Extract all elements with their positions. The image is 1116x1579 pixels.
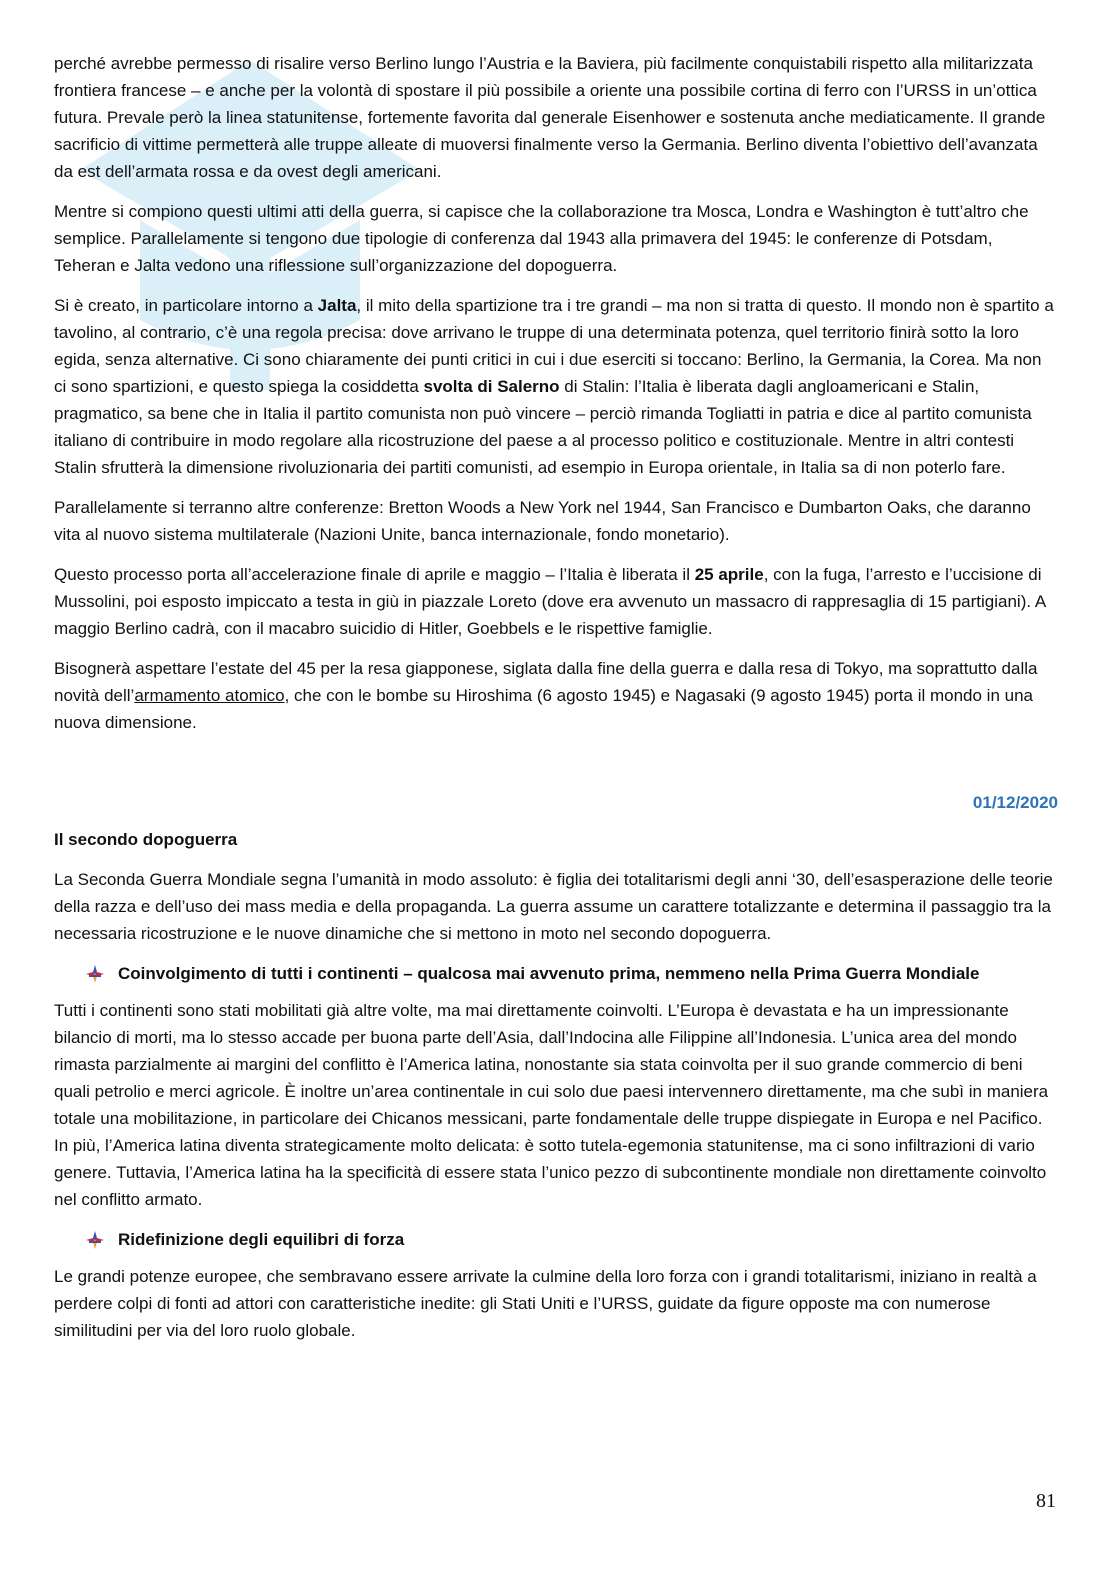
- bold-jalta: Jalta: [317, 296, 357, 315]
- bold-svolta-di-salerno: svolta di Salerno: [423, 377, 560, 396]
- lesson-date: 01/12/2020: [972, 793, 1058, 812]
- paragraph-liberation: Questo processo porta all’accelerazione finale di aprile e maggio – l’Italia è liberata il 25 aprile, con la fuga, l’arresto e l’uccisione di Mussolini, poi esposto impiccato a testa in giù in piazzale Loreto (dove era avvenuto un massacro di rappresaglia di 15 partigiani). A maggio Berlino cadrà, con il macabro suicidio di Hitler, Goebbels e le rispettive famiglie.: [54, 565, 1046, 638]
- underlined-armamento-atomico: armamento atomico: [134, 686, 285, 705]
- page-number: 81: [1036, 1490, 1056, 1512]
- section-title: Il secondo dopoguerra: [54, 830, 238, 849]
- paragraph-bretton-woods: Parallelamente si terranno altre conferenze: Bretton Woods a New York nel 1944, San Francisco e Dumbarton Oaks, che daranno vita al nuovo sistema multilaterale (Nazioni Unite, banca internazionale, fondo monetario).: [54, 498, 1031, 544]
- section-intro: La Seconda Guerra Mondiale segna l’umanità in modo assoluto: è figlia dei totalitarismi degli anni ‘30, dell’esasperazione delle teorie della razza e dell’uso dei mass media e della propaganda. La guerra assume un carattere totalizzante e determina il passaggio tra la necessaria ricostruzione e le nuove dinamiche che si mettono in moto nel secondo dopoguerra.: [54, 870, 1053, 943]
- compass-cross-bullet-icon: [86, 1231, 104, 1249]
- paragraph-conferences: Mentre si compiono questi ultimi atti della guerra, si capisce che la collaborazione tra Mosca, Londra e Washington è tutt’altro che semplice. Parallelamente si tengono due tipologie di conferenza dal 1943 alla primavera del 1945: le conferenze di Potsdam, Teheran e Jalta vedono una riflessione sull’organizzazione del dopoguerra.: [54, 202, 1029, 275]
- paragraph-jalta: Si è creato, in particolare intorno a Jalta, il mito della spartizione tra i tre grandi – ma non si tratta di questo. Il mondo non è spartito a tavolino, al contrario, c’è una regola precisa: dove arrivano le truppe di una determinata potenza, quel territorio finirà sotto la loro egida, senza alternative. Ci sono chiaramente dei punti critici in cui i due eserciti si toccano: Berlino, la Germania, la Corea. Ma non ci sono spartizioni, e questo spiega la cosiddetta svolta di Salerno di Stalin: l’Italia è liberata dagli angloamericani e Stalin, pragmatico, sa bene che in Italia il partito comunista non può vincere – perciò rimanda Togliatti in patria e dice al partito comunista italiano di contribuire in modo regolare alla ricostruzione del paese a al processo politico e costituzionale. Mentre in altri contesti Stalin sfrutterà la dimensione rivoluzionaria dei partiti comunisti, ad esempio in Europa orientale, in Italia sa di non poterlo fare.: [54, 296, 1054, 477]
- document-page: [54, 50, 1058, 1357]
- paragraph-berlin-advance: perché avrebbe permesso di risalire verso Berlino lungo l’Austria e la Baviera, più facilmente conquistabili rispetto alla militarizzata frontiera francese – e anche per la volontà di spostare il più possibile a oriente una possibile cortina di ferro con l’URSS in un’ottica futura. Prevale però la linea statunitense, fortemente favorita dal generale Eisenhower e sostenuta anche mediaticamente. Il grande sacrificio di vittime permetterà alle truppe alleate di muoversi finalmente verso la Germania. Berlino diventa l’obiettivo dell’avanzata da est dell’armata rossa e da ovest degli americani.: [54, 54, 1046, 181]
- bullet-heading-continents: Coinvolgimento di tutti i continenti – qualcosa mai avvenuto prima, nemmeno nella Prima Guerra Mondiale: [86, 960, 1058, 987]
- bullet-body-equilibri: Le grandi potenze europee, che sembravano essere arrivate la culmine della loro forza con i grandi totalitarismi, iniziano in realtà a perdere colpi di fonti ad attori con caratteristiche inedite: gli Stati Uniti e l’URSS, guidate da figure opposte ma con numerose similitudini per via del loro ruolo globale.: [54, 1267, 1037, 1340]
- bullet-heading-equilibri: Ridefinizione degli equilibri di forza: [86, 1226, 1058, 1253]
- paragraph-atomic: Bisognerà aspettare l’estate del 45 per la resa giapponese, siglata dalla fine della guerra e dalla resa di Tokyo, ma soprattutto dalla novità dell’armamento atomico, che con le bombe su Hiroshima (6 agosto 1945) e Nagasaki (9 agosto 1945) porta il mondo in una nuova dimensione.: [54, 659, 1038, 732]
- compass-cross-bullet-icon: [86, 965, 104, 983]
- bullet-body-continents: Tutti i continenti sono stati mobilitati già altre volte, ma mai direttamente coinvolti. L’Europa è devastata e ha un impressionante bilancio di morti, ma lo stesso accade per buona parte dell’Asia, dall’Indocina alle Filippine all’Indonesia. L’unica area del mondo rimasta parzialmente ai margini del conflitto è l’America latina, nonostante sia stata coinvolta per il suo grande commercio di beni quali petrolio e merci agricole. È inoltre un’area continentale in cui solo due paesi intervennero direttamente, ma che subì in maniera totale una mobilitazione, in particolare dei Chicanos messicani, parte fondamentale delle truppe dispiegate in Europa e nel Pacifico. In più, l’America latina diventa strategicamente molto delicata: è sotto tutela-egemonia statunitense, ma ci sono infiltrazioni di vario genere. Tuttavia, l’America latina ha la specificità di essere stata l’unico pezzo di subcontinente mondiale non direttamente coinvolto nel conflitto armato.: [54, 1001, 1049, 1209]
- bold-25-aprile: 25 aprile: [694, 565, 764, 584]
